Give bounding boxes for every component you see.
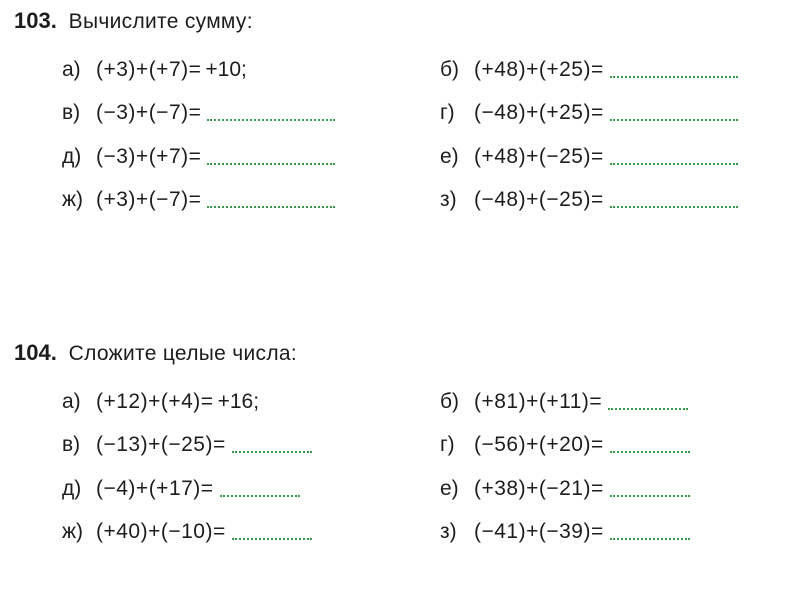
exercise-number: 103. [14,8,57,33]
item-label: а) [62,58,81,81]
exercise-item [440,433,690,457]
exercise-item [62,520,312,544]
answer-blank[interactable] [610,117,738,121]
exercise-item [440,101,738,125]
item-label: г) [440,101,455,124]
item-expression: (−3)+(−7)= [96,101,202,124]
item-label: в) [62,433,81,456]
item-answer: +16; [217,390,260,413]
exercise-item [440,477,690,501]
exercise-item [62,390,259,414]
item-expression: (−56)+(+20)= [474,433,604,456]
exercise-header [14,8,253,34]
item-label: ж) [62,188,84,211]
answer-blank[interactable] [610,161,738,165]
answer-blank[interactable] [610,449,690,453]
item-expression: (−41)+(−39)= [474,520,604,543]
exercise-header [14,340,297,366]
answer-blank[interactable] [610,536,690,540]
exercise-item [62,188,335,212]
item-expression: (+3)+(+7)= [96,58,202,81]
item-label: е) [440,477,459,500]
item-label: в) [62,101,81,124]
exercise-item [62,433,312,457]
item-expression: (+38)+(−21)= [474,477,604,500]
item-expression: (−4)+(+17)= [96,477,214,500]
item-label: а) [62,390,81,413]
exercise-item [440,520,690,544]
exercise-item [440,145,738,169]
answer-blank[interactable] [232,449,312,453]
answer-blank[interactable] [207,161,335,165]
item-expression: (+12)+(+4)= [96,390,214,413]
exercise-item [62,145,335,169]
exercise-item [440,188,738,212]
exercise-title: Вычислите сумму: [68,10,253,33]
exercise-title: Сложите целые числа: [68,342,298,365]
item-expression: (−13)+(−25)= [96,433,226,456]
item-label: б) [440,58,460,81]
exercise-item [62,58,247,82]
exercise-item [62,477,300,501]
item-expression: (+48)+(−25)= [474,145,604,168]
item-label: г) [440,433,455,456]
answer-blank[interactable] [207,204,335,208]
item-expression: (−48)+(+25)= [474,101,604,124]
exercise-item [440,58,738,82]
item-label: е) [440,145,459,168]
answer-blank[interactable] [608,406,688,410]
item-label: з) [440,188,457,211]
answer-blank[interactable] [610,493,690,497]
answer-blank[interactable] [610,74,738,78]
exercise-item [440,390,688,414]
item-expression: (−3)+(+7)= [96,145,202,168]
item-expression: (+40)+(−10)= [96,520,226,543]
item-expression: (−48)+(−25)= [474,188,604,211]
item-expression: (+81)+(+11)= [474,390,603,413]
answer-blank[interactable] [232,536,312,540]
item-expression: (+3)+(−7)= [96,188,202,211]
exercise-number: 104. [14,340,57,365]
item-label: б) [440,390,460,413]
answer-blank[interactable] [207,117,335,121]
item-label: д) [62,477,82,500]
item-label: з) [440,520,457,543]
exercise-item [62,101,335,125]
item-expression: (+48)+(+25)= [474,58,604,81]
answer-blank[interactable] [610,204,738,208]
answer-blank[interactable] [220,493,300,497]
item-answer: +10; [205,58,247,81]
item-label: д) [62,145,82,168]
item-label: ж) [62,520,84,543]
